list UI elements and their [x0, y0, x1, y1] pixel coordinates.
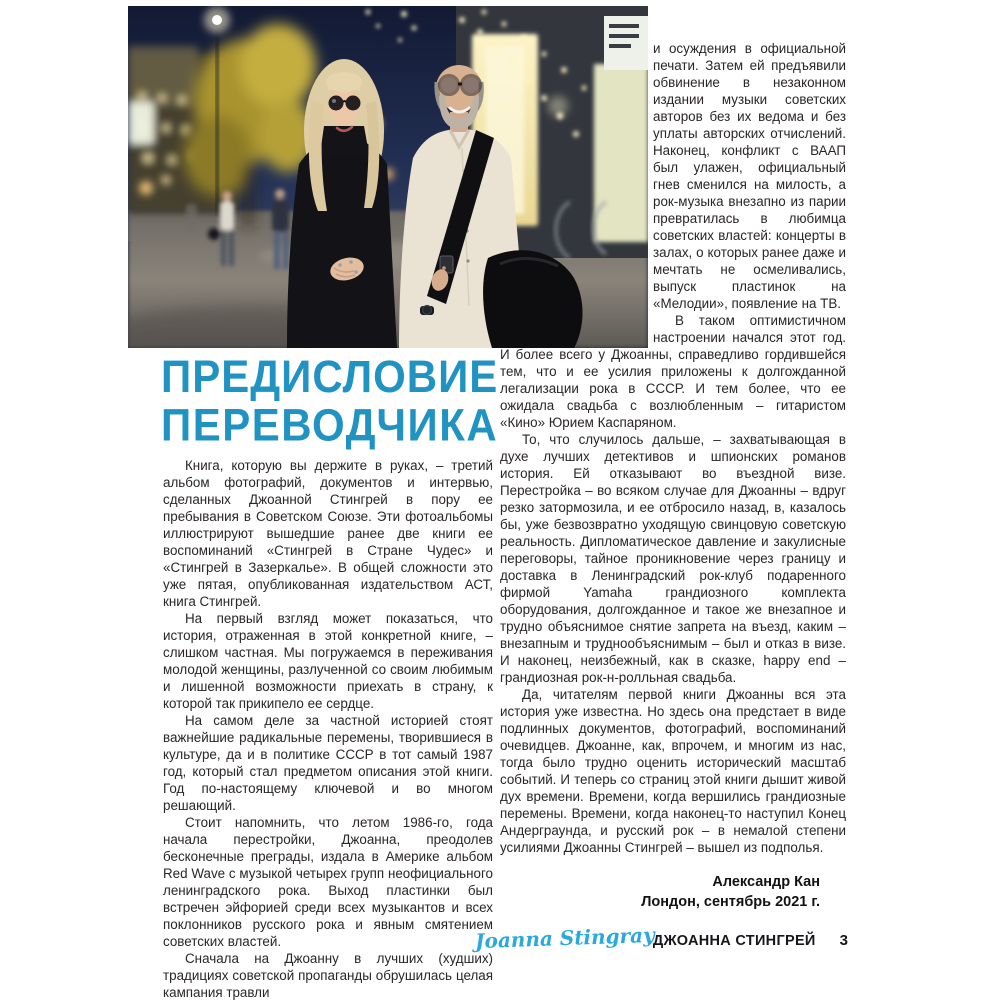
footer-book-title: ДЖОАННА СТИНГРЕЙ	[652, 933, 816, 949]
paragraph: Да, читателям первой книги Джоанны вся эта история уже известна. Но здесь она предстает в виде подлинных документов, фотографий, воспоминаний очевидцев. Джоанне, как, впрочем, и многим из нас, тогда было трудно оценить исторический масштаб событий. И теперь со страниц этой книги дышит живой дух времени. Времени, когда вершились грандиозные перемены. Времени, когда наконец-то наступил Конец Андерграунда, и русский рок – в немалой степени усилиями Джоанны Стингрей – вышел из подполья.	[500, 687, 846, 855]
paragraph: То, что случилось дальше, – захватывающая в духе лучших детективов и шпионских романов история. Ей отказывают во въездной визе. Перестройка – во всяком случае для Джоанны – вдруг резко затормозила, и ее отбросило назад, в, казалось бы, уже безвозвратно уходящую свинцовую советскую реальность. Дипломатическое давление и закулисные переговоры, тайное проникновение через границу и доставка в Ленинградский рок-клуб подаренного фирмой Yamaha грандиозного комплекта оборудования, долгожданное и такое же внезапное и трудно объяснимое снятие запрета на въезд, каким – внезапным и труднообъяснимым – был и отказ в визе. И наконец, неизбежный, как в сказке, happy end – грандиозная рок-н-ролльная свадьба.	[500, 432, 846, 685]
left-text-column	[163, 457, 493, 1000]
photo-wrap-spacer	[500, 40, 653, 346]
right-text-column	[500, 40, 846, 912]
section-title-line2: ПЕРЕВОДЧИКА	[161, 399, 499, 451]
section-title	[161, 352, 498, 449]
section-title-line1: ПРЕДИСЛОВИЕ	[161, 350, 499, 402]
paragraph: Стоит напомнить, что летом 1986-го, года начала перестройки, Джоанна, преодолев бесконечные преграды, издала в Америке альбом Red Wave с музыкой четырех групп неофициального ленинградского рока. Выход пластинки был встречен эйфорией среди всех музыкантов и всех поклонников русского рока и явным смятением советских властей.	[163, 815, 493, 949]
wristwatch	[420, 306, 434, 316]
signature-name: Александр Кан	[712, 874, 820, 890]
paragraph: и осуждения в официальной печати. Затем ей предъявили обвинение в незаконном издании музыки советских авторов без их ведома и без уплаты авторских отчислений. Наконец, конфликт с ВААП был улажен, официальный гнев сменился на милость, а рок-музыка внезапно из парии превратилась в любимца советских властей: концерты в залах, о которых ранее даже и мечтать не осмеливались, выпуск пластинок на «Мелодии», появление на ТВ.	[653, 41, 846, 311]
author-signature	[500, 872, 846, 912]
paragraph: Книга, которую вы держите в руках, – третий альбом фотографий, документов и интервью, сделанных Джоанной Стингрей в пору ее пребывания в Советском Союзе. Эти фотоальбомы иллюстрируют вышедшие ранее две книги ее воспоминаний «Стингрей в Стране Чудес» и «Стингрей в Зазеркалье». В общей сложности это уже пятая, опубликованная издательством АСТ, книга Стингрей.	[163, 458, 493, 609]
footer-script-logo: Joanna Stingray	[474, 922, 656, 954]
paragraph: В таком оптимистичном настроении начался этот год. И более всего у Джоанны, справедливо гордившейся тем, что и ее усилия приложены к долгожданной легализации рока в СССР. И тем более, что ее ожидала свадьба с возлюбленным – гитаристом «Кино» Юрием Каспаряном.	[500, 313, 846, 430]
paragraph: На первый взгляд может показаться, что история, отраженная в этой конкретной книге, – слишком частная. Мы погружаемся в переживания молодой женщины, разлученной со своим любимым и лишенной возможности приехать в страну, к которой так прикипело ее сердце.	[163, 611, 493, 711]
page-footer	[0, 922, 848, 954]
paragraph: Сначала на Джоанну в лучших (худших) традициях советской пропаганды обрушилась целая кампания травли	[163, 951, 493, 1000]
paragraph: На самом деле за частной историей стоят важнейшие радикальные перемены, творившиеся в культуре, да и в политике СССР в тот самый 1987 год, который стал предметом описания этой книги. Год по-настоящему ключевой и во многом решающий.	[163, 713, 493, 813]
page-number: 3	[839, 932, 848, 949]
signature-place-date: Лондон, сентябрь 2021 г.	[641, 894, 820, 910]
